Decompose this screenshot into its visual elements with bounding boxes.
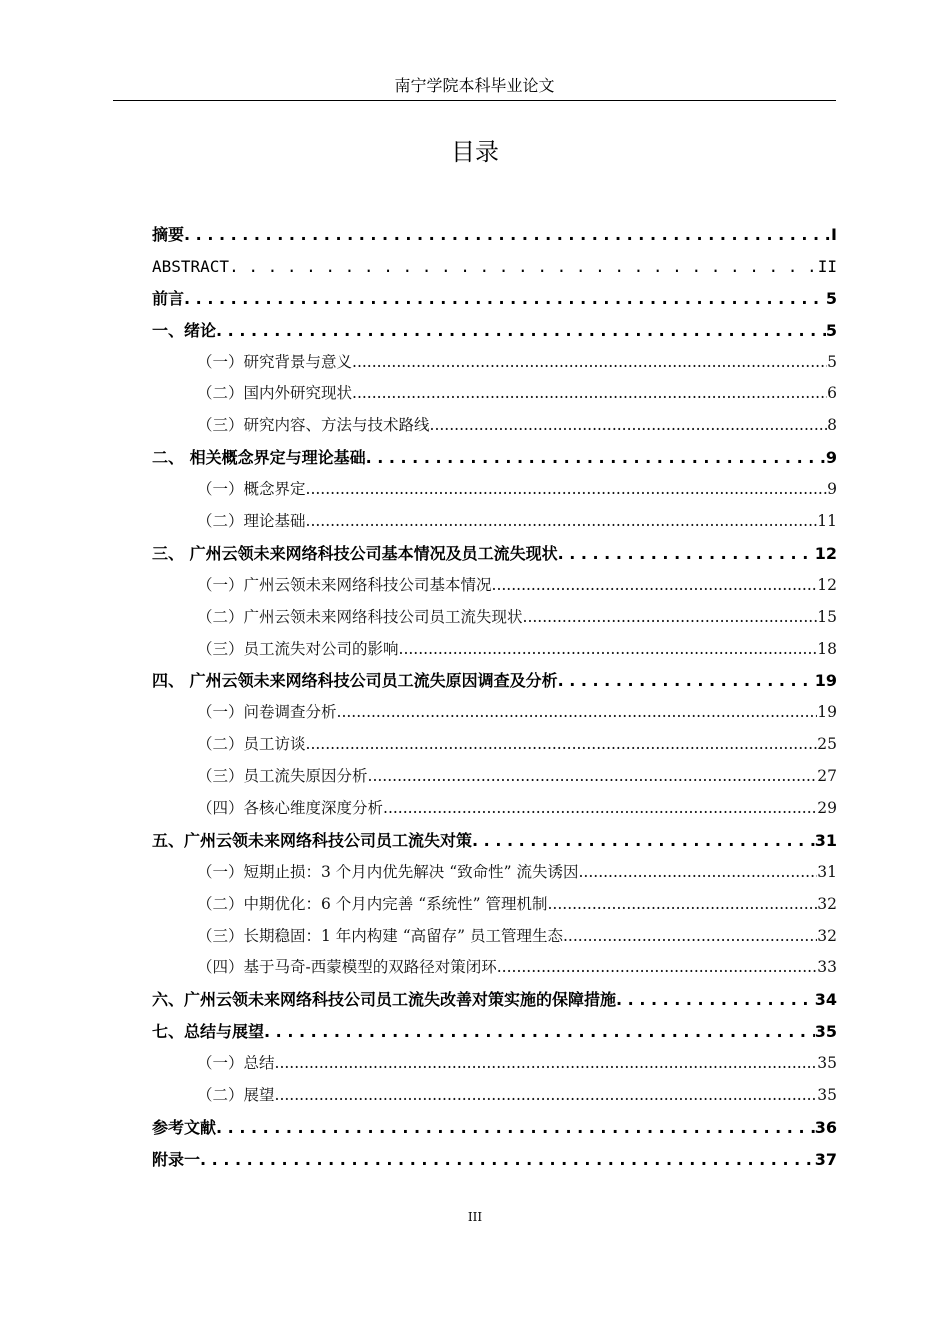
toc-entry-title: （二）员工访谈 [197, 735, 306, 754]
table-of-contents [152, 219, 837, 1176]
dot-leader [563, 921, 817, 953]
toc-entry-chapter[interactable] [152, 1112, 837, 1144]
toc-entry-title: ABSTRACT [152, 256, 230, 276]
toc-entry-section[interactable] [152, 793, 837, 825]
toc-entry-chapter[interactable] [152, 538, 837, 570]
toc-entry-section[interactable] [152, 761, 837, 793]
toc-entry-title: （一）总结 [197, 1054, 275, 1073]
dot-leader [264, 1016, 815, 1048]
toc-entry-page: I [831, 225, 837, 244]
toc-entry-section[interactable] [152, 952, 837, 984]
toc-entry-section[interactable] [152, 378, 837, 410]
dot-leader [306, 729, 818, 761]
toc-entry-title: （二）中期优化：6 个月内完善 “系统性” 管理机制 [197, 894, 548, 913]
toc-entry-title: （二）展望 [197, 1086, 275, 1105]
toc-entry-chapter[interactable] [152, 1144, 837, 1176]
toc-entry-title: 四、 广州云领未来网络科技公司员工流失原因调查及分析 [152, 671, 558, 691]
dot-leader [558, 665, 815, 697]
toc-entry-page: 19 [817, 703, 837, 722]
toc-entry-title: 七、总结与展望 [152, 1022, 265, 1042]
toc-entry-title: 二、 相关概念界定与理论基础 [152, 448, 366, 468]
toc-entry-title: 摘要 [152, 225, 185, 244]
toc-entry-section[interactable] [152, 697, 837, 729]
dot-leader [616, 984, 815, 1016]
dot-leader [366, 442, 826, 474]
toc-entry-section[interactable] [152, 570, 837, 602]
dot-leader [275, 1048, 818, 1080]
toc-entry-page: 11 [817, 512, 837, 531]
toc-entry-page: 35 [817, 1054, 837, 1073]
dot-leader [352, 378, 827, 410]
running-header: 南宁学院本科毕业论文 [394, 76, 555, 95]
toc-entry-page: 33 [817, 958, 837, 977]
toc-entry-section[interactable] [152, 889, 837, 921]
toc-entry-chapter[interactable] [152, 219, 837, 251]
dot-leader [216, 315, 826, 347]
toc-entry-title: （一）问卷调查分析 [197, 703, 337, 722]
dot-leader [184, 219, 831, 251]
toc-entry-chapter[interactable] [152, 442, 837, 474]
dot-leader [383, 793, 817, 825]
header-rule [113, 100, 836, 101]
dot-leader [184, 283, 826, 315]
toc-entry-title: （三）长期稳固：1 年内构建 “高留存” 员工管理生态 [197, 926, 563, 945]
toc-entry-title: （一）研究背景与意义 [197, 352, 353, 371]
dot-leader [523, 602, 818, 634]
toc-entry-page: 5 [827, 352, 837, 371]
toc-entry-section[interactable] [152, 857, 837, 889]
toc-entry-title: 一、绪论 [152, 320, 217, 340]
toc-entry-title: 前言 [152, 288, 185, 308]
toc-entry-page: 32 [817, 894, 837, 913]
toc-entry-chapter[interactable] [152, 283, 837, 315]
dot-leader [558, 538, 815, 570]
toc-entry-chapter[interactable] [152, 251, 837, 283]
toc-entry-section[interactable] [152, 729, 837, 761]
toc-entry-chapter[interactable] [152, 825, 837, 857]
toc-entry-title: （二）广州云领未来网络科技公司员工流失现状 [197, 607, 523, 626]
toc-entry-page: 31 [817, 862, 837, 881]
toc-entry-page: 32 [817, 926, 837, 945]
toc-entry-title: 三、 广州云领未来网络科技公司基本情况及员工流失现状 [152, 543, 558, 563]
dot-leader [306, 506, 818, 538]
toc-entry-title: （一）短期止损：3 个月内优先解决 “致命性” 流失诱因 [197, 862, 579, 881]
dot-leader [548, 889, 818, 921]
toc-entry-title: 参考文献 [152, 1117, 217, 1137]
toc-entry-page: 19 [814, 671, 837, 691]
toc-entry-page: 35 [817, 1086, 837, 1105]
toc-entry-page: 15 [817, 607, 837, 626]
toc-entry-section[interactable] [152, 347, 837, 379]
dot-leader [497, 952, 818, 984]
toc-entry-section[interactable] [152, 506, 837, 538]
toc-entry-page: 5 [825, 320, 837, 340]
toc-entry-page: 31 [814, 830, 837, 850]
toc-entry-page: 25 [817, 735, 837, 754]
dot-leader [368, 761, 818, 793]
dot-leader [275, 1080, 818, 1112]
toc-title: 目录 [451, 138, 499, 166]
toc-entry-title: （二）国内外研究现状 [197, 384, 353, 403]
dot-leader [492, 570, 818, 602]
toc-entry-page: 18 [817, 639, 837, 658]
toc-entry-chapter[interactable] [152, 665, 837, 697]
toc-entry-page: 35 [814, 1022, 837, 1042]
toc-entry-section[interactable] [152, 1048, 837, 1080]
toc-entry-page: 9 [825, 448, 837, 468]
toc-entry-page: 12 [817, 575, 837, 594]
dot-leader [306, 474, 828, 506]
dot-leader [472, 825, 815, 857]
toc-entry-section[interactable] [152, 474, 837, 506]
toc-entry-title: （四）各核心维度深度分析 [197, 799, 384, 818]
toc-entry-page: 9 [827, 480, 837, 499]
dot-leader [216, 1112, 815, 1144]
toc-entry-section[interactable] [152, 1080, 837, 1112]
toc-entry-chapter[interactable] [152, 1016, 837, 1048]
toc-entry-page: 36 [814, 1117, 837, 1137]
toc-entry-page: 34 [814, 990, 837, 1010]
page-number: III [467, 1210, 483, 1224]
dot-leader [229, 251, 818, 283]
toc-entry-chapter[interactable] [152, 984, 837, 1016]
toc-entry-title: （一）广州云领未来网络科技公司基本情况 [197, 575, 492, 594]
toc-entry-title: 五、广州云领未来网络科技公司员工流失对策 [152, 830, 473, 850]
toc-entry-page: 12 [814, 543, 837, 563]
toc-entry-section[interactable] [152, 921, 837, 953]
dot-leader [399, 634, 818, 666]
toc-entry-page: 37 [814, 1149, 837, 1169]
toc-entry-chapter[interactable] [152, 315, 837, 347]
toc-entry-section[interactable] [152, 410, 837, 442]
dot-leader [430, 410, 828, 442]
toc-entry-page: 5 [825, 288, 837, 308]
toc-entry-section[interactable] [152, 634, 837, 666]
toc-entry-page: 27 [817, 767, 837, 786]
dot-leader [337, 697, 818, 729]
toc-entry-page: 6 [827, 384, 837, 403]
toc-entry-title: （三）员工流失原因分析 [197, 767, 368, 786]
toc-entry-page: II [817, 256, 837, 276]
toc-entry-title: 附录一 [152, 1149, 201, 1169]
toc-entry-title: （三）研究内容、方法与技术路线 [197, 416, 430, 435]
toc-entry-title: （一）概念界定 [197, 480, 306, 499]
toc-entry-title: （二）理论基础 [197, 512, 306, 531]
toc-entry-page: 29 [817, 799, 837, 818]
dot-leader [352, 347, 827, 379]
toc-entry-title: （三）员工流失对公司的影响 [197, 639, 399, 658]
toc-entry-title: （四）基于马奇-西蒙模型的双路径对策闭环 [197, 958, 497, 977]
dot-leader [579, 857, 818, 889]
toc-entry-page: 8 [827, 416, 837, 435]
dot-leader [200, 1144, 815, 1176]
toc-entry-section[interactable] [152, 602, 837, 634]
toc-entry-title: 六、广州云领未来网络科技公司员工流失改善对策实施的保障措施 [152, 990, 617, 1010]
